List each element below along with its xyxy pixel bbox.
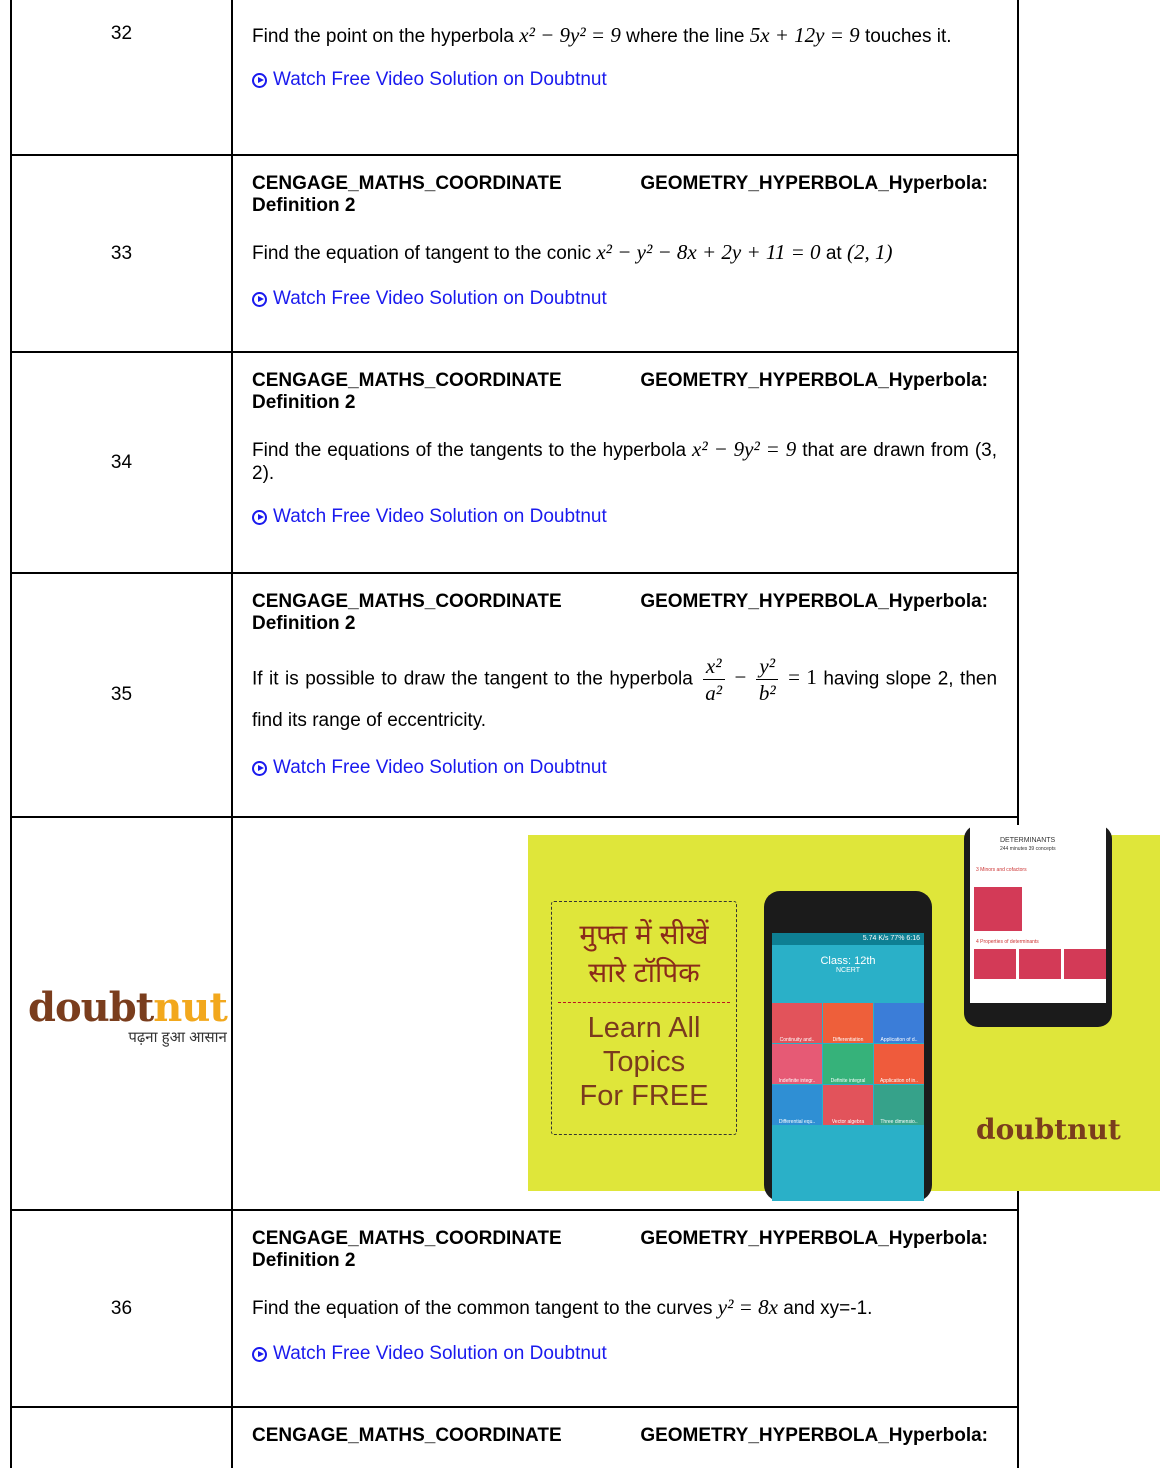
- question-text: If it is possible to draw the tangent to the hyperbola $\frac{\text{x²}}{\text{a²}}$ − $\frac{\text{y²}}{\text{b²}}$ = 1 having slope 2, then find its range of eccentricity.: [252, 654, 998, 731]
- question-number: 36: [12, 1211, 233, 1406]
- promo-banner[interactable]: [528, 835, 1160, 1191]
- hindi-headline: मुफ्त में सीखें सारे टॉपिक: [579, 919, 709, 988]
- question-row-34: [12, 353, 1017, 574]
- watch-video-link[interactable]: Watch Free Video Solution on Doubtnut: [252, 1343, 997, 1365]
- topic-tile: Vector algebra: [823, 1085, 873, 1125]
- question-row-33: [12, 156, 1017, 353]
- questions-table: [10, 0, 1121, 1468]
- question-row-partial: [12, 1408, 1017, 1468]
- english-headline: Learn All Topics For FREE: [579, 1012, 709, 1112]
- question-text: Find the equation of the common tangent to the curves y² = 8x and xy=-1.: [252, 1295, 873, 1319]
- chapter-heading: CENGAGE_MATHS_COORDINATE GEOMETRY_HYPERBOLA_Hyperbola: Definition 2: [252, 173, 988, 216]
- chapter-heading: CENGAGE_MATHS_COORDINATE GEOMETRY_HYPERBOLA_Hyperbola:: [252, 1425, 988, 1446]
- topic-tile: Differential equ..: [772, 1085, 822, 1125]
- play-icon: [252, 510, 267, 525]
- watch-video-link[interactable]: Watch Free Video Solution on Doubtnut: [252, 506, 997, 528]
- watch-video-link[interactable]: Watch Free Video Solution on Doubtnut: [252, 69, 997, 91]
- question-number: 33: [12, 156, 233, 351]
- watch-video-link[interactable]: Watch Free Video Solution on Doubtnut: [252, 757, 997, 779]
- topic-tile: Three dimensio..: [874, 1085, 924, 1125]
- watch-video-link[interactable]: Watch Free Video Solution on Doubtnut: [252, 288, 997, 310]
- doubtnut-logo[interactable]: doubtnut पढ़ना हुआ आसान: [28, 984, 227, 1046]
- question-text: Find the point on the hyperbola x² − 9y² = 9 where the line 5x + 12y = 9 touches it.: [252, 23, 952, 47]
- question-number: 35: [12, 574, 233, 816]
- topic-tile: Continuity and..: [772, 1003, 822, 1043]
- question-number: 34: [12, 353, 233, 572]
- topic-tile: Application of d..: [874, 1003, 924, 1043]
- question-row-32: [12, 0, 1017, 156]
- question-row-36: [12, 1211, 1017, 1408]
- question-text: Find the equations of the tangents to the hyperbola x² − 9y² = 9 that are drawn from (3, 2).: [252, 437, 997, 484]
- ad-banner-row: [12, 818, 1121, 1211]
- play-icon: [252, 292, 267, 307]
- promo-text-box: [551, 901, 737, 1135]
- chapter-heading: CENGAGE_MATHS_COORDINATE GEOMETRY_HYPERBOLA_Hyperbola: Definition 2: [252, 1228, 988, 1271]
- logo-tagline: पढ़ना हुआ आसान: [128, 1029, 227, 1046]
- topic-tile: Indefinite integr..: [772, 1044, 822, 1084]
- question-row-35: [12, 574, 1017, 818]
- topic-tile: Definite integral: [823, 1044, 873, 1084]
- play-icon: [252, 73, 267, 88]
- topic-tile: Application of in..: [874, 1044, 924, 1084]
- phone-mockup: 5.74 K/s 77% 6:16 Class: 12th NCERT Continuity and.. Differentiation Application of d.. Indefinite integr.. Definite integral Application of in.. Differential equ.. Vector algebra Three dimensio..: [764, 891, 932, 1201]
- phone-mockup-2: DETERMINANTS 244 minutes 39 concepts 3 Minors and cofactors 4 Properties of determinants: [964, 825, 1112, 1027]
- play-icon: [252, 1347, 267, 1362]
- question-text: Find the equation of tangent to the conic x² − y² − 8x + 2y + 11 = 0 at (2, 1): [252, 240, 893, 264]
- chapter-heading: CENGAGE_MATHS_COORDINATE GEOMETRY_HYPERBOLA_Hyperbola: Definition 2: [252, 370, 988, 413]
- question-number: 32: [12, 0, 233, 154]
- play-icon: [252, 761, 267, 776]
- chapter-heading: CENGAGE_MATHS_COORDINATE GEOMETRY_HYPERBOLA_Hyperbola: Definition 2: [252, 591, 988, 634]
- topic-tile: Differentiation: [823, 1003, 873, 1043]
- banner-brand-logo: doubtnut: [976, 1113, 1121, 1146]
- doubtnut-logo-cell: [12, 818, 233, 1209]
